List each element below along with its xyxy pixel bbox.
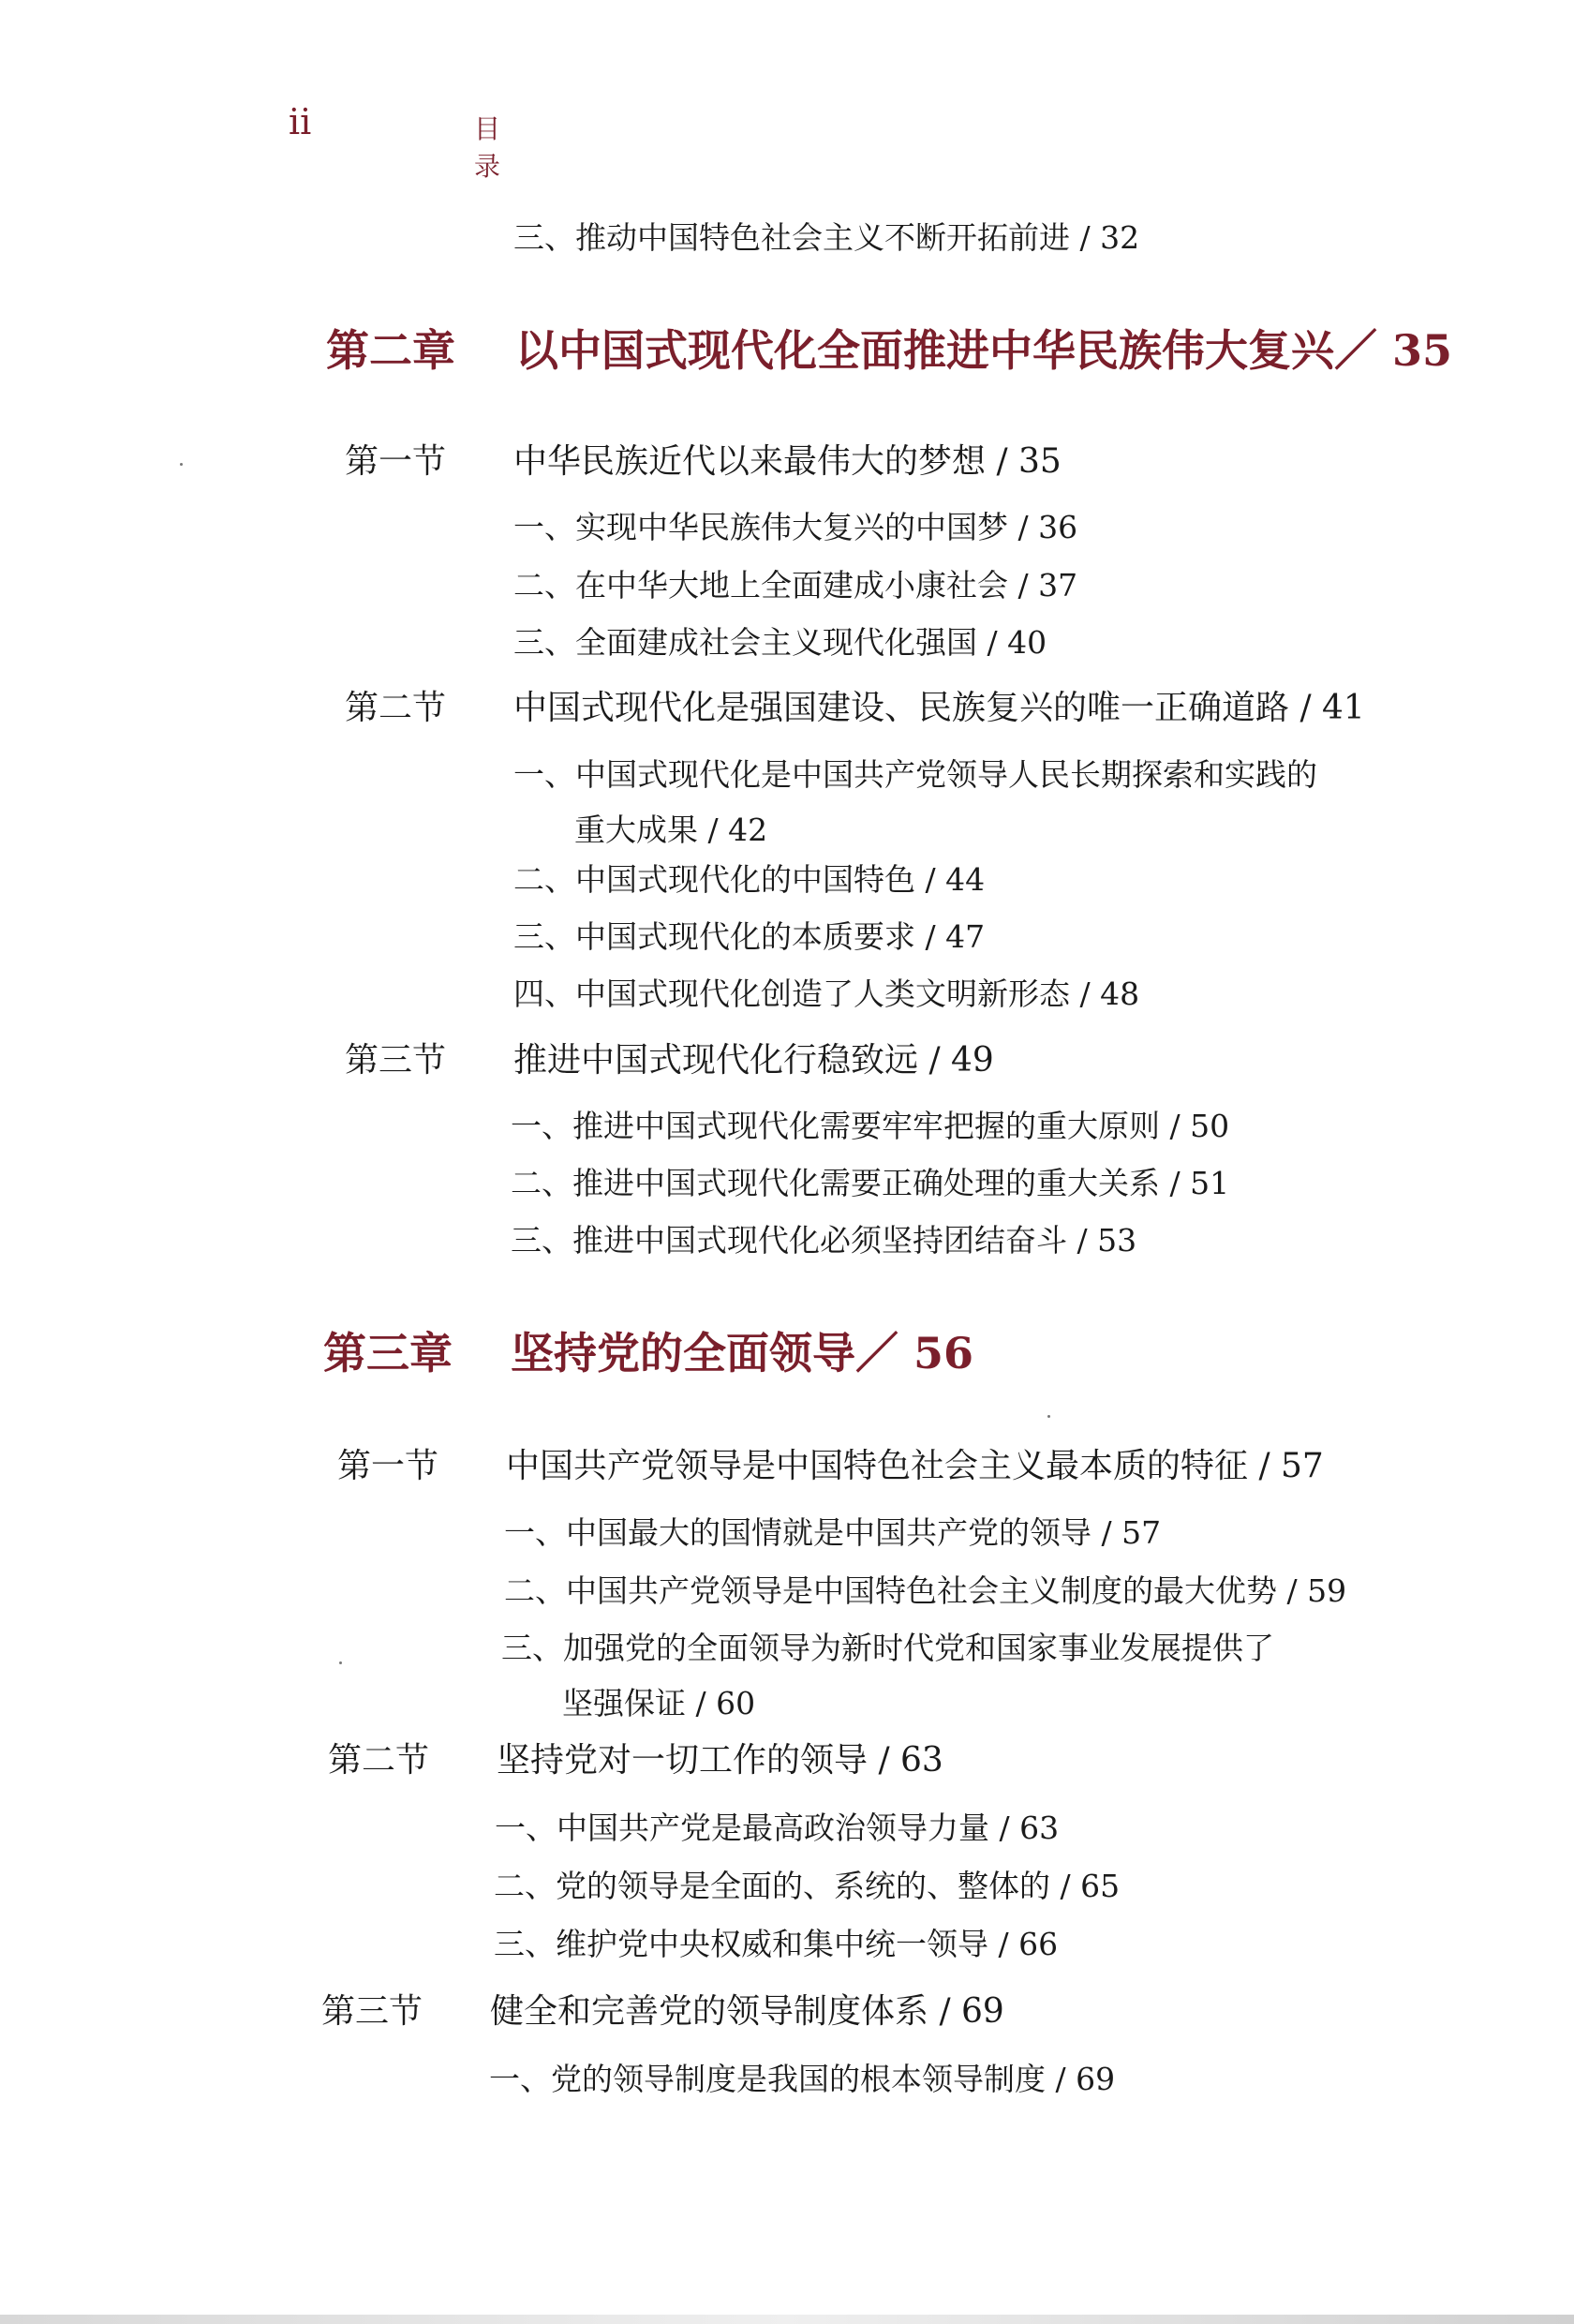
toc-item-text: 三、推进中国式现代化必须坚持团结奋斗 / 53 [511,1222,1137,1259]
toc-item-text: 三、维护党中央权威和集中统一领导 / 66 [494,1926,1059,1962]
toc-item [495,1804,1059,1848]
section-label: 第一节 [345,442,447,481]
toc-item-text: 一、推进中国式现代化需要牢牢把握的重大原则 / 50 [511,1108,1230,1144]
toc-item [513,214,1139,258]
section-label: 第二节 [328,1741,430,1780]
scan-speck [339,1661,342,1664]
toc-item-text: 一、中国最大的国情就是中国共产党的领导 / 57 [504,1514,1162,1551]
toc-item [511,1102,1229,1146]
section-title: 中华民族近代以来最伟大的梦想 / 35 [513,442,1062,481]
toc-item [494,1920,1058,1964]
toc-item [513,618,1047,663]
toc-item-text: 二、党的领导是全面的、系统的、整体的 / 65 [494,1868,1121,1904]
toc-item [504,1509,1161,1553]
toc-item [511,1216,1136,1260]
toc-item-text: 三、加强党的全面领导为新时代党和国家事业发展提供了 [501,1630,1274,1666]
toc-item-text: 二、中国共产党领导是中国特色社会主义制度的最大优势 / 59 [504,1572,1347,1609]
toc-item [504,1567,1346,1611]
section-label: 第一节 [337,1447,439,1485]
toc-item-text: 一、实现中华民族伟大复兴的中国梦 / 36 [513,509,1078,545]
chapter-label: 第二章 [326,325,455,376]
toc-item [511,1159,1229,1203]
section-title: 坚持党对一切工作的领导 / 63 [497,1741,943,1780]
toc-item-continuation: 坚强保证 / 60 [562,1685,756,1721]
section-label: 第三节 [321,1992,423,2031]
page-number: ii [289,101,312,142]
chapter-title: 坚持党的全面领导／ 56 [511,1328,974,1378]
toc-item-text: 一、中国式现代化是中国共产党领导人民长期探索和实践的 [513,756,1317,793]
toc-item-text: 一、党的领导制度是我国的根本领导制度 / 69 [489,2061,1116,2097]
section-title: 推进中国式现代化行稳致远 / 49 [513,1041,994,1080]
toc-item [513,751,1317,850]
toc-item-text: 一、中国共产党是最高政治领导力量 / 63 [495,1810,1060,1846]
chapter-label: 第三章 [323,1328,453,1378]
toc-item [494,1862,1120,1906]
toc-item [501,1624,1274,1723]
toc-item [513,561,1077,605]
scan-speck [180,463,183,466]
toc-item-text: 二、中国式现代化的中国特色 / 44 [513,861,986,898]
scan-speck [1047,1415,1050,1418]
toc-item-text: 三、中国式现代化的本质要求 / 47 [513,918,986,955]
toc-item-text: 四、中国式现代化创造了人类文明新形态 / 48 [513,976,1140,1012]
toc-item [513,970,1139,1014]
section-title: 中国式现代化是强国建设、民族复兴的唯一正确道路 / 41 [513,689,1365,727]
running-head: 目录 [474,113,518,182]
section-title: 中国共产党领导是中国特色社会主义最本质的特征 / 57 [506,1447,1324,1485]
toc-item [513,503,1077,547]
scan-edge [0,2315,1574,2324]
toc-item-text: 三、推动中国特色社会主义不断开拓前进 / 32 [513,219,1140,256]
section-title: 健全和完善党的领导制度体系 / 69 [490,1992,1004,2031]
toc-item [489,2055,1115,2099]
chapter-title: 以中国式现代化全面推进中华民族伟大复兴／ 35 [515,325,1453,376]
toc-item-continuation: 重大成果 / 42 [574,812,768,848]
toc-item-text: 二、推进中国式现代化需要正确处理的重大关系 / 51 [511,1165,1230,1201]
section-label: 第二节 [345,689,447,727]
toc-item-text: 三、全面建成社会主义现代化强国 / 40 [513,624,1047,661]
toc-item [513,913,985,957]
section-label: 第三节 [345,1041,447,1080]
toc-item [513,856,985,900]
toc-item-text: 二、在中华大地上全面建成小康社会 / 37 [513,567,1078,603]
